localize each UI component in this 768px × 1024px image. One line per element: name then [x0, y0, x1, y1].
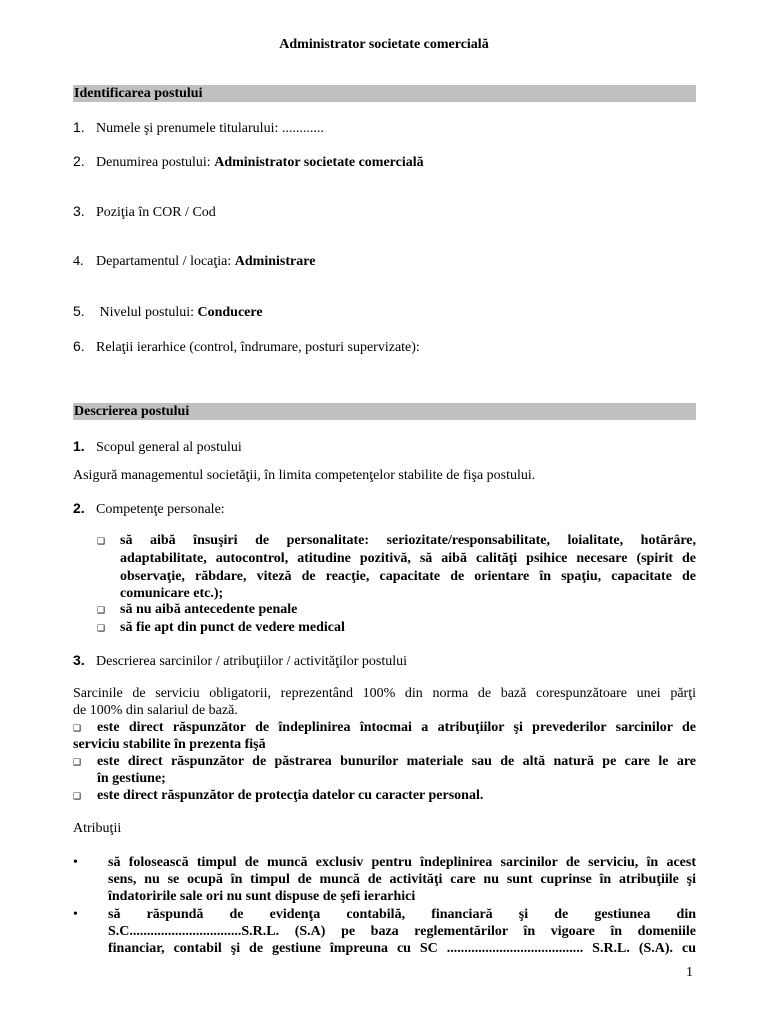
competenta-line: comunicare etc.);	[120, 586, 224, 601]
atributie-line: financiar, contabil şi de gestiune împreuna cu SC ....................................... S.R.L. (S.A). cu	[108, 941, 696, 956]
item-number: 1.	[73, 119, 85, 135]
sarcina-line: este direct răspunzător de păstrarea bunurilor materiale sau de altă natură pe care le are	[97, 754, 696, 769]
subsection-competente	[73, 500, 696, 518]
atributii-label: Atribuţii	[73, 821, 122, 836]
item-label: Departamentul / locaţia:	[96, 254, 235, 269]
square-bullet-icon: ❑	[97, 606, 106, 616]
square-bullet-icon: ❑	[73, 724, 82, 734]
list-item-4	[73, 253, 696, 270]
list-item-6	[73, 338, 696, 356]
competenta-line: observaţie, răbdare, viteză de reacţie, capacitate de orientare în spaţiu, capacitate de	[120, 569, 696, 584]
competenta-line: să aibă însuşiri de personalitate: seriozitate/responsabilitate, loialitate, hotărâre,	[120, 533, 696, 548]
sarcina-line: în gestiune;	[97, 771, 166, 786]
sarcini-intro-line: Sarcinile de serviciu obligatorii, reprezentând 100% din norma de bază corespunzătoare unei părţi	[73, 686, 696, 701]
sarcina-line: este direct răspunzător de protecţia datelor cu caracter personal.	[97, 788, 484, 803]
atributie-line: îndatoririle sale ori nu sunt dispuse de şefi ierarhici	[108, 889, 416, 904]
atributie-line: S.C................................S.R.L. (S.A) pe baza reglementărilor în vigoare în domeniile	[108, 924, 696, 939]
item-number: 6.	[73, 338, 85, 354]
dot-bullet-icon: •	[73, 855, 78, 870]
competenta-line: să fie apt din punct de vedere medical	[120, 620, 345, 635]
list-item-5	[73, 303, 696, 321]
item-number: 2.	[73, 153, 85, 169]
page-number: 1	[686, 965, 693, 980]
item-value: Administrare	[234, 254, 316, 269]
square-bullet-icon: ❑	[73, 792, 82, 802]
square-bullet-icon: ❑	[73, 758, 82, 768]
competenta-line: adaptabilitate, autocontrol, atitudine pozitivă, să aibă calităţi psihice necesare (spirit de	[120, 551, 696, 566]
list-item-2	[73, 153, 696, 171]
list-item-1	[73, 119, 696, 137]
item-label: Descrierea sarcinilor / atribuţiilor / activităţilor postului	[96, 654, 408, 669]
subsection-sarcini	[73, 652, 696, 670]
item-label: Nivelul postului:	[96, 305, 198, 320]
item-label: Denumirea postului:	[96, 155, 215, 170]
item-value: Conducere	[197, 305, 263, 320]
item-label: Poziţia în COR / Cod	[96, 205, 216, 220]
item-number: 3.	[73, 652, 85, 668]
item-value: Administrator societate comercială	[214, 155, 424, 170]
section-heading-identificarea: Identificarea postului	[73, 85, 696, 102]
square-bullet-icon: ❑	[97, 624, 106, 634]
sarcina-line: serviciu stabilite în prezenta fişă	[73, 737, 266, 752]
section-heading-descrierea: Descrierea postului	[73, 403, 696, 420]
item-label: Numele şi prenumele titularului: ............	[96, 121, 324, 136]
competenta-line: să nu aibă antecedente penale	[120, 602, 298, 617]
item-label: Relaţii ierarhice (control, îndrumare, posturi supervizate):	[96, 340, 420, 355]
item-label: Scopul general al postului	[96, 440, 242, 455]
item-label: Competenţe personale:	[96, 502, 225, 517]
atributie-line: să răspundă de evidenţa contabilă, financiară şi de gestiunea din	[108, 907, 696, 922]
item-number: 4.	[73, 254, 84, 269]
subsection-scop	[73, 438, 696, 456]
dot-bullet-icon: •	[73, 907, 78, 922]
scop-text: Asigură managementul societăţii, în limita competenţelor stabilite de fişa postului.	[73, 468, 536, 483]
sarcini-intro-line: de 100% din salariul de bază.	[73, 703, 238, 718]
atributie-line: sens, nu se ocupă în timpul de muncă de activităţi care nu sunt cuprinse în atribuţiile şi	[108, 872, 696, 887]
item-number: 1.	[73, 438, 85, 454]
atributie-line: să folosească timpul de muncă exclusiv pentru îndeplinirea sarcinilor de serviciu, în acest	[108, 855, 696, 870]
square-bullet-icon: ❑	[97, 537, 106, 547]
list-item-3	[73, 203, 696, 221]
item-number: 2.	[73, 500, 85, 516]
document-title: Administrator societate comercială	[279, 37, 489, 52]
item-number: 5.	[73, 303, 85, 319]
sarcina-line: este direct răspunzător de îndeplinirea întocmai a atribuţiilor şi prevederilor sarcinilor de	[97, 720, 696, 735]
item-number: 3.	[73, 203, 85, 219]
